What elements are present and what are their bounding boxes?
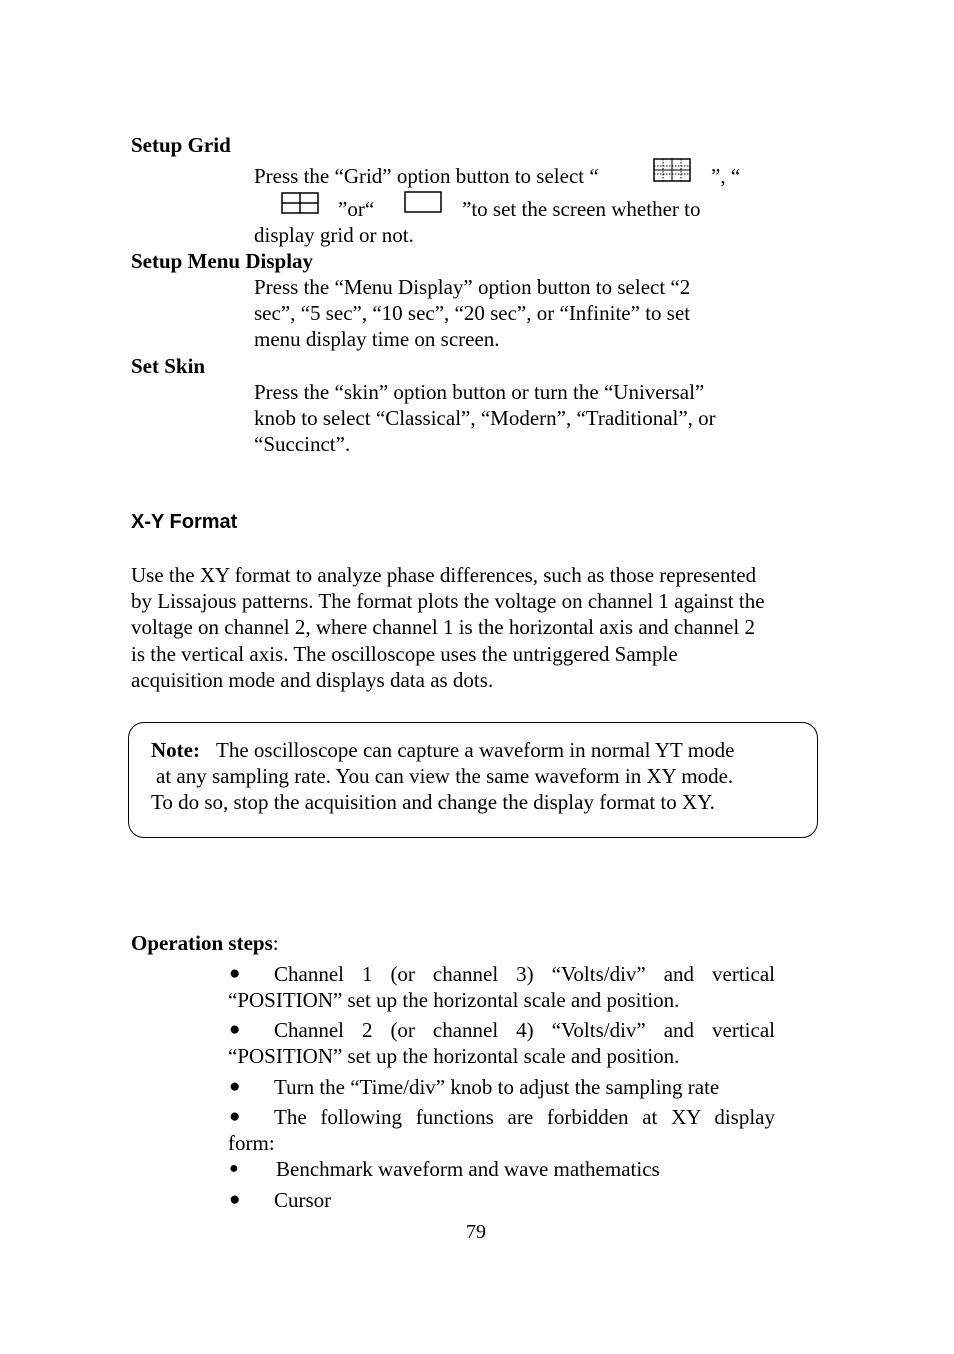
step-6-line-1: Cursor — [274, 1188, 332, 1212]
grid-none-icon — [404, 191, 442, 213]
setup-grid-text-1b: ”, “ — [711, 164, 741, 188]
setup-grid-text-2a: ”or“ — [338, 197, 375, 221]
grid-full-icon — [653, 158, 691, 182]
setup-grid-text-3: display grid or not. — [254, 223, 414, 247]
grid-cross-icon — [281, 192, 319, 214]
setup-grid-heading: Setup Grid — [131, 133, 231, 157]
setup-grid-text-2b: ”to set the screen whether to — [462, 197, 701, 221]
set-skin-line-2: knob to select “Classical”, “Modern”, “Traditional”, or — [254, 406, 716, 430]
step-4-line-1: The following functions are forbidden at XY display — [274, 1105, 775, 1129]
step-5-line-1: Benchmark waveform and wave mathematics — [276, 1157, 660, 1181]
note-line-2: at any sampling rate. You can view the same waveform in XY mode. — [156, 764, 734, 788]
xy-format-paragraph-line: acquisition mode and displays data as dots. — [131, 668, 494, 692]
setup-menu-display-line-1: Press the “Menu Display” option button to select “2 — [254, 275, 691, 299]
xy-format-paragraph-line: Use the XY format to analyze phase differences, such as those represented — [131, 563, 757, 587]
step-2-line-2: “POSITION” set up the horizontal scale and position. — [228, 1044, 680, 1068]
operation-steps-colon: : — [272, 931, 279, 955]
xy-format-paragraph-line: voltage on channel 2, where channel 1 is the horizontal axis and channel 2 — [131, 615, 755, 639]
bullet-icon: ● — [229, 1106, 241, 1127]
note-line-1: The oscilloscope can capture a waveform in normal YT mode — [216, 738, 735, 762]
step-3-line-1: Turn the “Time/div” knob to adjust the sampling rate — [274, 1075, 720, 1099]
setup-grid-text-1a: Press the “Grid” option button to select “ — [254, 164, 599, 188]
step-1-line-1: Channel 1 (or channel 3) “Volts/div” and vertical — [274, 962, 775, 986]
set-skin-heading: Set Skin — [131, 354, 206, 378]
note-line-3: To do so, stop the acquisition and change the display format to XY. — [151, 790, 715, 814]
note-label: Note: — [151, 738, 200, 762]
step-1-line-2: “POSITION” set up the horizontal scale and position. — [228, 988, 680, 1012]
small-bullet-icon: ● — [229, 1160, 239, 1177]
step-2-line-1: Channel 2 (or channel 4) “Volts/div” and vertical — [274, 1018, 775, 1042]
setup-menu-display-line-3: menu display time on screen. — [254, 327, 500, 351]
bullet-icon: ● — [229, 1076, 241, 1097]
bullet-icon: ● — [229, 1189, 241, 1210]
set-skin-line-1: Press the “skin” option button or turn the “Universal” — [254, 380, 705, 404]
xy-format-paragraph-line: by Lissajous patterns. The format plots the voltage on channel 1 against the — [131, 589, 765, 613]
setup-menu-display-line-2: sec”, “5 sec”, “10 sec”, “20 sec”, or “Infinite” to set — [254, 301, 691, 325]
step-4-line-2: form: — [228, 1131, 275, 1155]
operation-steps-heading — [131, 930, 279, 956]
bullet-icon: ● — [229, 963, 241, 984]
setup-menu-display-heading: Setup Menu Display — [131, 249, 314, 273]
operation-steps-title: Operation steps — [131, 931, 273, 955]
set-skin-line-3: “Succinct”. — [254, 432, 351, 456]
page-number: 79 — [466, 1221, 486, 1243]
xy-format-heading: X-Y Format — [131, 511, 238, 533]
xy-format-paragraph-line: is the vertical axis. The oscilloscope uses the untriggered Sample — [131, 642, 678, 666]
bullet-icon: ● — [229, 1019, 241, 1040]
